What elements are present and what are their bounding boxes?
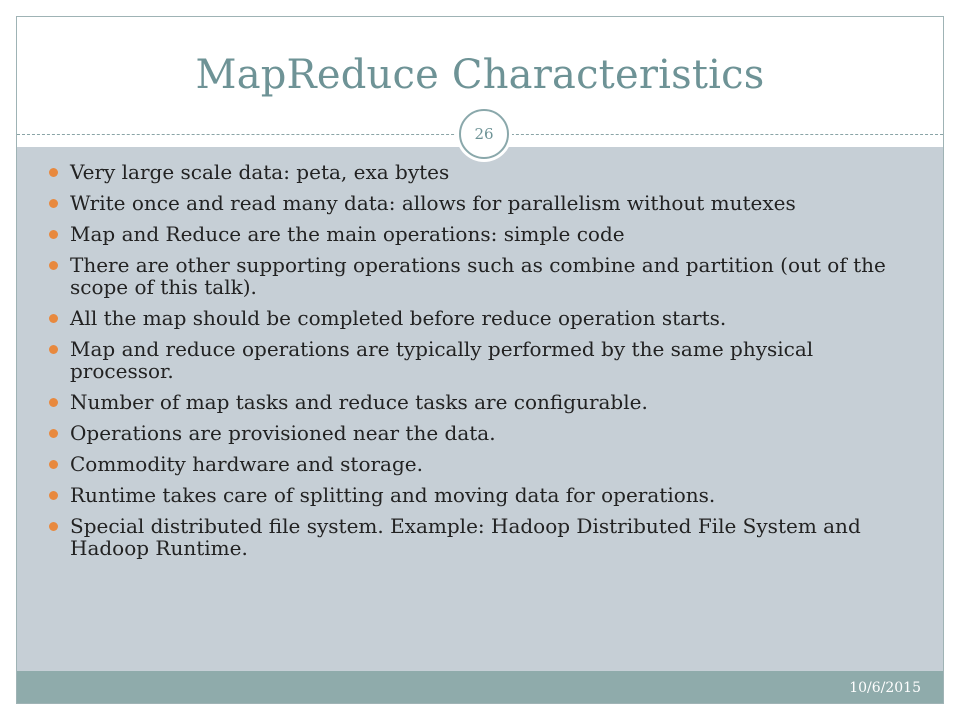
slide-title: MapReduce Characteristics [195,52,765,98]
bullet-item [17,254,943,298]
bullet-text: Operations are provisioned near the data. [70,421,496,445]
bullet-marker-icon [49,460,58,469]
bullet-text: Write once and read many data: allows for parallelism without mutexes [70,191,796,215]
bullet-marker-icon [49,491,58,500]
bullet-marker-icon [49,398,58,407]
bullet-text: Number of map tasks and reduce tasks are configurable. [70,390,648,414]
bullet-item [17,484,943,506]
bullet-item [17,223,943,245]
bullet-marker-icon [49,314,58,323]
bullet-marker-icon [49,429,58,438]
bullet-item [17,515,943,559]
bullet-item [17,192,943,214]
footer-date: 10/6/2015 [849,680,921,696]
bullet-marker-icon [49,345,58,354]
page-number-badge: 26 [459,109,509,159]
bullet-text: Very large scale data: peta, exa bytes [70,160,450,184]
bullet-item [17,161,943,183]
bullet-marker-icon [49,522,58,531]
bullet-item [17,307,943,329]
bullet-text: Map and reduce operations are typically performed by the same physical processor. [70,337,814,383]
bullet-marker-icon [49,230,58,239]
bullet-list [17,161,943,568]
bullet-marker-icon [49,261,58,270]
bullet-text: Special distributed file system. Example: Hadoop Distributed File System and Hadoop Runtime. [70,514,861,560]
bullet-item [17,391,943,413]
bullet-text: There are other supporting operations such as combine and partition (out of the scope of this talk). [70,253,886,299]
bullet-text: Map and Reduce are the main operations: simple code [70,222,625,246]
bullet-item [17,338,943,382]
bullet-text: Commodity hardware and storage. [70,452,423,476]
slide [16,16,944,704]
footer-bar [17,671,943,703]
bullet-item [17,453,943,475]
bullet-marker-icon [49,199,58,208]
bullet-item [17,422,943,444]
bullet-marker-icon [49,168,58,177]
bullet-text: All the map should be completed before reduce operation starts. [70,306,727,330]
bullet-text: Runtime takes care of splitting and moving data for operations. [70,483,716,507]
